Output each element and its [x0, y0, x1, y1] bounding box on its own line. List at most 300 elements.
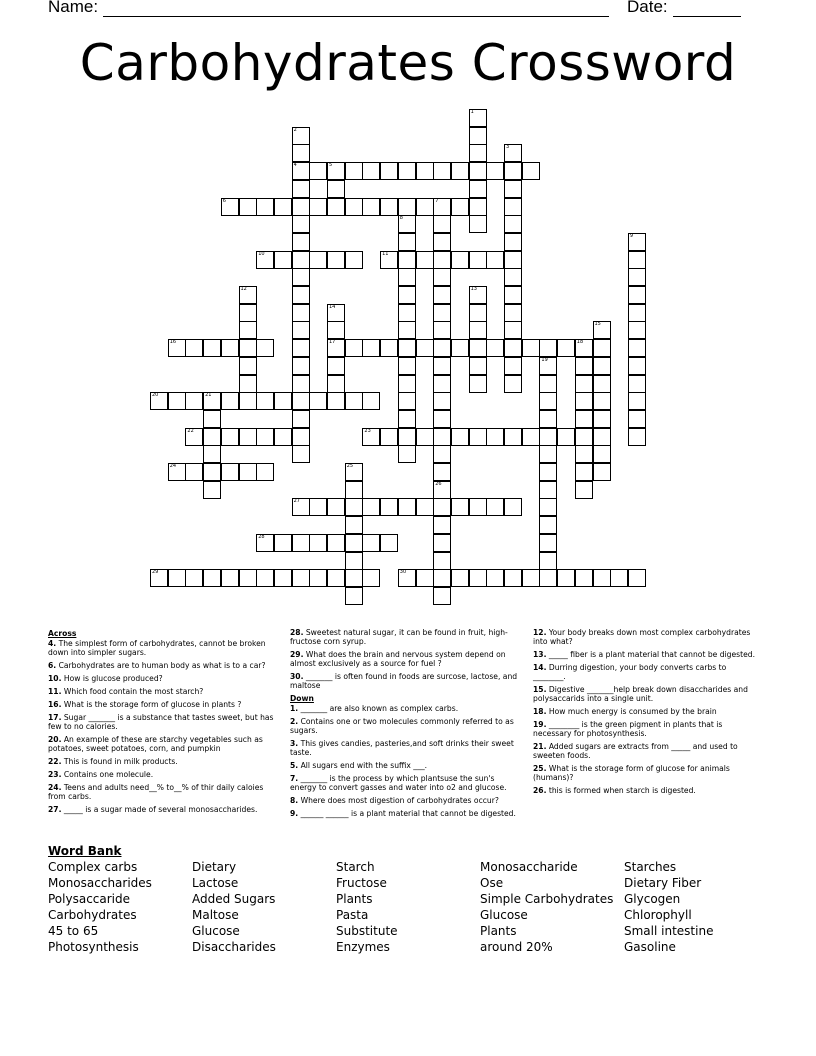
grid-cell[interactable] — [345, 251, 363, 269]
grid-cell[interactable] — [398, 445, 416, 463]
grid-cell[interactable] — [593, 321, 611, 339]
grid-cell[interactable] — [345, 516, 363, 534]
grid-cell[interactable] — [256, 428, 274, 446]
grid-cell[interactable] — [504, 215, 522, 233]
grid-cell[interactable] — [593, 339, 611, 357]
grid-cell[interactable] — [593, 569, 611, 587]
grid-cell[interactable] — [239, 339, 257, 357]
grid-cell[interactable] — [221, 339, 239, 357]
grid-cell[interactable] — [274, 428, 292, 446]
grid-cell[interactable] — [593, 445, 611, 463]
grid-cell[interactable] — [416, 498, 434, 516]
grid-cell[interactable] — [433, 498, 451, 516]
grid-cell[interactable] — [469, 198, 487, 216]
grid-cell[interactable] — [433, 198, 451, 216]
grid-cell[interactable] — [256, 463, 274, 481]
grid-cell[interactable] — [539, 516, 557, 534]
grid-cell[interactable] — [575, 481, 593, 499]
grid-cell[interactable] — [575, 463, 593, 481]
grid-cell[interactable] — [185, 428, 203, 446]
grid-cell[interactable] — [309, 251, 327, 269]
grid-cell[interactable] — [292, 534, 310, 552]
clue-number: 2. — [290, 717, 299, 726]
grid-cell[interactable] — [575, 569, 593, 587]
grid-cell[interactable] — [593, 428, 611, 446]
grid-cell[interactable] — [239, 286, 257, 304]
grid-cell[interactable] — [539, 339, 557, 357]
grid-cell[interactable] — [504, 144, 522, 162]
grid-cell[interactable] — [557, 339, 575, 357]
grid-cell[interactable] — [239, 569, 257, 587]
grid-cell[interactable] — [469, 109, 487, 127]
grid-cell[interactable] — [150, 392, 168, 410]
grid-cell[interactable] — [469, 498, 487, 516]
grid-cell[interactable] — [539, 357, 557, 375]
grid-cell[interactable] — [575, 445, 593, 463]
grid-cell[interactable] — [451, 498, 469, 516]
grid-cell[interactable] — [469, 162, 487, 180]
grid-cell[interactable] — [380, 339, 398, 357]
grid-cell[interactable] — [327, 251, 345, 269]
grid-cell[interactable] — [256, 392, 274, 410]
down-clue — [533, 707, 761, 716]
grid-cell[interactable] — [292, 321, 310, 339]
grid-cell[interactable] — [274, 251, 292, 269]
grid-cell[interactable] — [239, 304, 257, 322]
grid-cell[interactable] — [309, 534, 327, 552]
grid-cell[interactable] — [398, 251, 416, 269]
grid-cell[interactable] — [539, 463, 557, 481]
grid-cell[interactable] — [610, 569, 628, 587]
grid-cell[interactable] — [398, 357, 416, 375]
grid-cell[interactable] — [292, 375, 310, 393]
grid-cell[interactable] — [398, 339, 416, 357]
across-clue — [48, 639, 276, 657]
grid-cell[interactable] — [539, 375, 557, 393]
grid-cell[interactable] — [362, 534, 380, 552]
grid-cell[interactable] — [398, 198, 416, 216]
grid-cell[interactable] — [433, 410, 451, 428]
grid-cell[interactable] — [168, 392, 186, 410]
grid-cell[interactable] — [433, 215, 451, 233]
grid-cell[interactable] — [292, 286, 310, 304]
grid-cell[interactable] — [433, 445, 451, 463]
grid-cell[interactable] — [292, 498, 310, 516]
grid-cell[interactable] — [274, 198, 292, 216]
grid-cell[interactable] — [292, 233, 310, 251]
grid-cell[interactable] — [433, 304, 451, 322]
grid-cell[interactable] — [185, 339, 203, 357]
clue-number: 1 — [470, 109, 474, 115]
grid-cell[interactable] — [292, 428, 310, 446]
grid-cell[interactable] — [451, 251, 469, 269]
grid-cell[interactable] — [469, 321, 487, 339]
grid-cell[interactable] — [593, 463, 611, 481]
grid-cell[interactable] — [168, 569, 186, 587]
grid-cell[interactable] — [628, 357, 646, 375]
grid-cell[interactable] — [274, 569, 292, 587]
grid-cell[interactable] — [557, 569, 575, 587]
grid-cell[interactable] — [469, 375, 487, 393]
grid-cell[interactable] — [292, 569, 310, 587]
grid-cell[interactable] — [221, 569, 239, 587]
grid-cell[interactable] — [504, 162, 522, 180]
grid-cell[interactable] — [433, 587, 451, 605]
grid-cell[interactable] — [345, 534, 363, 552]
grid-cell[interactable] — [433, 286, 451, 304]
grid-cell[interactable] — [398, 569, 416, 587]
grid-cell[interactable] — [362, 392, 380, 410]
grid-cell[interactable] — [593, 410, 611, 428]
grid-cell[interactable] — [203, 481, 221, 499]
grid-cell[interactable] — [274, 534, 292, 552]
grid-cell[interactable] — [575, 410, 593, 428]
grid-cell[interactable] — [522, 569, 540, 587]
grid-cell[interactable] — [362, 162, 380, 180]
grid-cell[interactable] — [522, 339, 540, 357]
grid-cell[interactable] — [398, 268, 416, 286]
grid-cell[interactable] — [380, 162, 398, 180]
grid-cell[interactable] — [345, 339, 363, 357]
grid-cell[interactable] — [628, 304, 646, 322]
grid-cell[interactable] — [504, 286, 522, 304]
word-bank-item: Maltose — [192, 908, 239, 922]
grid-cell[interactable] — [416, 251, 434, 269]
grid-cell[interactable] — [628, 286, 646, 304]
grid-cell[interactable] — [486, 569, 504, 587]
grid-cell[interactable] — [239, 198, 257, 216]
grid-cell[interactable] — [504, 233, 522, 251]
grid-cell[interactable] — [522, 428, 540, 446]
down-clue — [290, 796, 518, 805]
down-clue — [290, 704, 518, 713]
grid-cell[interactable] — [628, 233, 646, 251]
grid-cell[interactable] — [628, 410, 646, 428]
grid-cell[interactable] — [345, 587, 363, 605]
grid-cell[interactable] — [628, 375, 646, 393]
grid-cell[interactable] — [256, 569, 274, 587]
grid-cell[interactable] — [504, 569, 522, 587]
grid-cell[interactable] — [362, 498, 380, 516]
grid-cell[interactable] — [469, 251, 487, 269]
grid-cell[interactable] — [416, 198, 434, 216]
grid-cell[interactable] — [469, 569, 487, 587]
grid-cell[interactable] — [239, 428, 257, 446]
grid-cell[interactable] — [327, 357, 345, 375]
grid-cell[interactable] — [451, 162, 469, 180]
grid-cell[interactable] — [380, 428, 398, 446]
across-clue — [48, 757, 276, 766]
grid-cell[interactable] — [327, 304, 345, 322]
grid-cell[interactable] — [345, 498, 363, 516]
grid-cell[interactable] — [203, 463, 221, 481]
grid-cell[interactable] — [292, 268, 310, 286]
grid-cell[interactable] — [203, 392, 221, 410]
grid-cell[interactable] — [433, 321, 451, 339]
word-bank-item: Chlorophyll — [624, 908, 692, 922]
grid-cell[interactable] — [398, 215, 416, 233]
grid-cell[interactable] — [362, 198, 380, 216]
grid-cell[interactable] — [416, 339, 434, 357]
grid-cell[interactable] — [433, 375, 451, 393]
grid-cell[interactable] — [504, 375, 522, 393]
grid-cell[interactable] — [433, 233, 451, 251]
grid-cell[interactable] — [309, 198, 327, 216]
grid-cell[interactable] — [433, 162, 451, 180]
grid-cell[interactable] — [433, 428, 451, 446]
grid-cell[interactable] — [345, 392, 363, 410]
grid-cell[interactable] — [221, 428, 239, 446]
grid-cell[interactable] — [256, 251, 274, 269]
grid-cell[interactable] — [292, 162, 310, 180]
grid-cell[interactable] — [628, 569, 646, 587]
grid-cell[interactable] — [292, 127, 310, 145]
grid-cell[interactable] — [309, 162, 327, 180]
grid-cell[interactable] — [150, 569, 168, 587]
grid-cell[interactable] — [539, 392, 557, 410]
grid-cell[interactable] — [433, 569, 451, 587]
grid-cell[interactable] — [539, 534, 557, 552]
grid-cell[interactable] — [327, 339, 345, 357]
grid-cell[interactable] — [575, 392, 593, 410]
grid-cell[interactable] — [345, 162, 363, 180]
down-clue — [533, 663, 761, 681]
grid-cell[interactable] — [221, 198, 239, 216]
clue-number: 7 — [435, 197, 439, 204]
grid-cell[interactable] — [239, 321, 257, 339]
grid-cell[interactable] — [292, 410, 310, 428]
grid-cell[interactable] — [433, 481, 451, 499]
grid-cell[interactable] — [486, 498, 504, 516]
grid-cell[interactable] — [292, 180, 310, 198]
clue-number: 30. — [290, 672, 304, 681]
grid-cell[interactable] — [292, 304, 310, 322]
grid-cell[interactable] — [628, 268, 646, 286]
grid-cell[interactable] — [327, 534, 345, 552]
grid-cell[interactable] — [398, 286, 416, 304]
grid-cell[interactable] — [539, 552, 557, 570]
grid-cell[interactable] — [203, 339, 221, 357]
page-title: Carbohydrates Crossword — [79, 34, 737, 92]
grid-cell[interactable] — [398, 410, 416, 428]
grid-cell[interactable] — [309, 498, 327, 516]
grid-cell[interactable] — [539, 498, 557, 516]
across-clue — [290, 672, 518, 690]
down-clue — [290, 717, 518, 735]
grid-cell[interactable] — [292, 445, 310, 463]
grid-cell[interactable] — [593, 392, 611, 410]
clue-number: 28. — [290, 628, 304, 637]
grid-cell[interactable] — [504, 198, 522, 216]
grid-cell[interactable] — [469, 215, 487, 233]
grid-cell[interactable] — [203, 569, 221, 587]
grid-cell[interactable] — [256, 339, 274, 357]
grid-cell[interactable] — [362, 569, 380, 587]
grid-cell[interactable] — [575, 428, 593, 446]
grid-cell[interactable] — [451, 428, 469, 446]
grid-cell[interactable] — [398, 392, 416, 410]
grid-cell[interactable] — [185, 569, 203, 587]
grid-cell[interactable] — [185, 463, 203, 481]
grid-cell[interactable] — [469, 357, 487, 375]
grid-cell[interactable] — [292, 198, 310, 216]
grid-cell[interactable] — [327, 569, 345, 587]
grid-cell[interactable] — [504, 357, 522, 375]
grid-cell[interactable] — [398, 304, 416, 322]
grid-cell[interactable] — [327, 321, 345, 339]
across-clue — [48, 674, 276, 683]
grid-cell[interactable] — [168, 463, 186, 481]
grid-cell[interactable] — [433, 339, 451, 357]
grid-cell[interactable] — [327, 162, 345, 180]
grid-cell[interactable] — [522, 162, 540, 180]
grid-cell[interactable] — [504, 428, 522, 446]
grid-cell[interactable] — [309, 392, 327, 410]
grid-cell[interactable] — [504, 321, 522, 339]
clue-number: 9. — [290, 809, 299, 818]
grid-cell[interactable] — [433, 552, 451, 570]
clue-text: Durring digestion, your body converts carbs to ________. — [533, 663, 727, 681]
grid-cell[interactable] — [398, 428, 416, 446]
grid-cell[interactable] — [539, 428, 557, 446]
grid-cell[interactable] — [345, 552, 363, 570]
grid-cell[interactable] — [398, 321, 416, 339]
grid-cell[interactable] — [345, 198, 363, 216]
grid-cell[interactable] — [221, 463, 239, 481]
grid-cell[interactable] — [628, 392, 646, 410]
grid-cell[interactable] — [486, 162, 504, 180]
grid-cell[interactable] — [345, 569, 363, 587]
grid-cell[interactable] — [469, 144, 487, 162]
clue-number: 16. — [48, 700, 62, 709]
grid-cell[interactable] — [292, 392, 310, 410]
grid-cell[interactable] — [345, 481, 363, 499]
grid-cell[interactable] — [203, 410, 221, 428]
grid-cell[interactable] — [433, 392, 451, 410]
grid-cell[interactable] — [433, 251, 451, 269]
grid-cell[interactable] — [292, 144, 310, 162]
grid-cell[interactable] — [168, 339, 186, 357]
grid-cell[interactable] — [451, 198, 469, 216]
grid-cell[interactable] — [380, 498, 398, 516]
grid-cell[interactable] — [469, 127, 487, 145]
grid-cell[interactable] — [469, 180, 487, 198]
clue-number: 20 — [152, 392, 159, 399]
grid-cell[interactable] — [362, 428, 380, 446]
clue-number: 9 — [629, 232, 634, 239]
grid-cell[interactable] — [575, 357, 593, 375]
grid-cell[interactable] — [575, 339, 593, 357]
grid-cell[interactable] — [345, 463, 363, 481]
grid-cell[interactable] — [203, 428, 221, 446]
grid-cell[interactable] — [256, 534, 274, 552]
grid-cell[interactable] — [486, 339, 504, 357]
grid-cell[interactable] — [451, 339, 469, 357]
grid-cell[interactable] — [539, 481, 557, 499]
grid-cell[interactable] — [239, 357, 257, 375]
grid-cell[interactable] — [504, 304, 522, 322]
grid-cell[interactable] — [433, 268, 451, 286]
grid-cell[interactable] — [628, 339, 646, 357]
grid-cell[interactable] — [327, 180, 345, 198]
grid-cell[interactable] — [539, 410, 557, 428]
grid-cell[interactable] — [327, 498, 345, 516]
grid-cell[interactable] — [557, 428, 575, 446]
grid-cell[interactable] — [185, 392, 203, 410]
clue-number: 18. — [533, 707, 547, 716]
grid-cell[interactable] — [486, 251, 504, 269]
grid-cell[interactable] — [433, 516, 451, 534]
grid-cell[interactable] — [504, 498, 522, 516]
grid-cell[interactable] — [292, 251, 310, 269]
grid-cell[interactable] — [292, 339, 310, 357]
grid-cell[interactable] — [416, 569, 434, 587]
grid-cell[interactable] — [398, 233, 416, 251]
grid-cell[interactable] — [469, 286, 487, 304]
grid-cell[interactable] — [486, 428, 504, 446]
grid-cell[interactable] — [504, 339, 522, 357]
grid-cell[interactable] — [504, 251, 522, 269]
grid-cell[interactable] — [203, 445, 221, 463]
grid-cell[interactable] — [398, 498, 416, 516]
grid-cell[interactable] — [628, 251, 646, 269]
across-clue — [48, 735, 276, 753]
clue-text: ________ is the green pigment in plants that is necessary for photosynthesis. — [533, 720, 723, 738]
grid-cell[interactable] — [539, 445, 557, 463]
grid-cell[interactable] — [327, 375, 345, 393]
grid-cell[interactable] — [380, 534, 398, 552]
grid-cell[interactable] — [239, 392, 257, 410]
grid-cell[interactable] — [362, 339, 380, 357]
grid-cell[interactable] — [239, 375, 257, 393]
clue-number: 6. — [48, 661, 57, 670]
grid-cell[interactable] — [469, 304, 487, 322]
grid-cell[interactable] — [256, 198, 274, 216]
grid-cell[interactable] — [380, 251, 398, 269]
grid-cell[interactable] — [416, 428, 434, 446]
grid-cell[interactable] — [416, 162, 434, 180]
grid-cell[interactable] — [398, 162, 416, 180]
clue-number: 23 — [364, 427, 371, 434]
grid-cell[interactable] — [593, 357, 611, 375]
grid-cell[interactable] — [433, 357, 451, 375]
grid-cell[interactable] — [221, 392, 239, 410]
grid-cell[interactable] — [292, 215, 310, 233]
grid-cell[interactable] — [433, 534, 451, 552]
grid-cell[interactable] — [239, 463, 257, 481]
grid-cell[interactable] — [628, 321, 646, 339]
grid-cell[interactable] — [327, 198, 345, 216]
grid-cell[interactable] — [398, 375, 416, 393]
grid-cell[interactable] — [469, 428, 487, 446]
grid-cell[interactable] — [469, 339, 487, 357]
grid-cell[interactable] — [380, 198, 398, 216]
grid-cell[interactable] — [504, 268, 522, 286]
grid-cell[interactable] — [575, 375, 593, 393]
grid-cell[interactable] — [309, 569, 327, 587]
grid-cell[interactable] — [539, 569, 557, 587]
grid-cell[interactable] — [628, 428, 646, 446]
clue-text: The simplest form of carbohydrates, cannot be broken down into simpler sugars. — [48, 639, 266, 657]
grid-cell[interactable] — [504, 180, 522, 198]
grid-cell[interactable] — [593, 375, 611, 393]
grid-cell[interactable] — [274, 392, 292, 410]
grid-cell[interactable] — [451, 569, 469, 587]
clue-text: _____ is a sugar made of several monosaccharides. — [61, 805, 258, 814]
grid-cell[interactable] — [292, 357, 310, 375]
grid-cell[interactable] — [433, 463, 451, 481]
grid-cell[interactable] — [327, 392, 345, 410]
